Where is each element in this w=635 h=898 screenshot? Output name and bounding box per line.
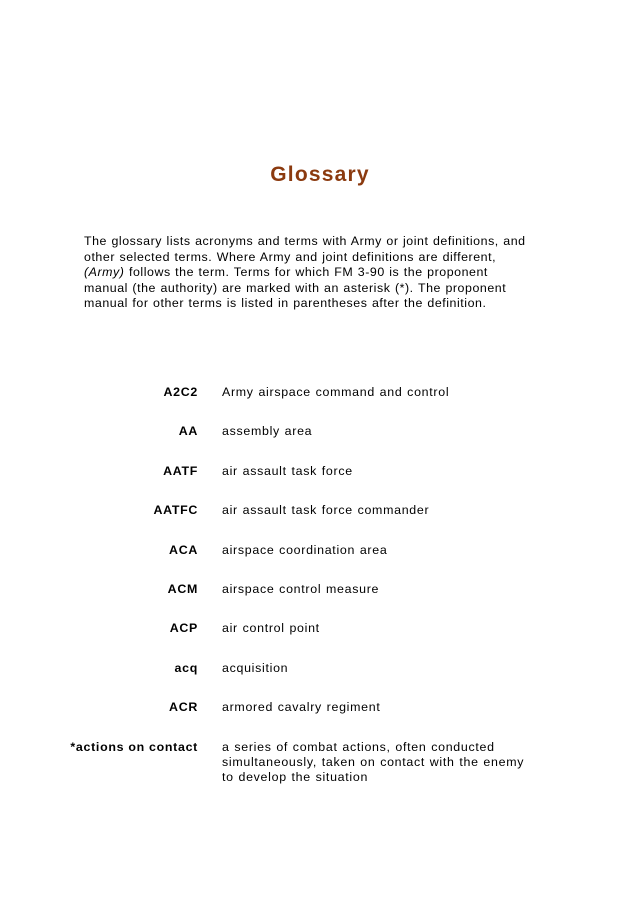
glossary-term: ACA — [169, 542, 198, 557]
intro-paragraph — [84, 234, 574, 312]
intro-line — [84, 265, 574, 281]
glossary-definition — [222, 543, 562, 558]
definition-line: airspace control measure — [222, 581, 380, 596]
glossary-entries — [0, 385, 635, 809]
glossary-definition — [222, 503, 562, 518]
glossary-definition — [222, 464, 562, 479]
intro-line: The glossary lists acronyms and terms with Army or joint definitions, and — [84, 234, 526, 248]
intro-line: manual (the authority) are marked with an asterisk (*). The proponent — [84, 280, 507, 295]
page-title: Glossary — [270, 163, 370, 186]
glossary-definition — [222, 661, 562, 676]
glossary-term: acq — [174, 660, 198, 675]
glossary-definition — [222, 740, 562, 786]
intro-line: other selected terms. Where Army and joint definitions are different, — [84, 249, 497, 264]
glossary-entry — [0, 700, 635, 715]
glossary-entry — [0, 464, 635, 479]
definition-line: airspace coordination area — [222, 542, 388, 557]
army-qualifier: (Army) — [84, 265, 125, 280]
definition-line: air assault task force commander — [222, 503, 430, 518]
glossary-definition — [222, 582, 562, 597]
definition-line: air control point — [222, 621, 320, 636]
glossary-term: AATF — [163, 463, 198, 478]
glossary-term: A2C2 — [163, 385, 198, 399]
glossary-term: AATFC — [153, 503, 198, 518]
glossary-definition — [222, 385, 562, 400]
glossary-entry — [0, 385, 635, 400]
glossary-entry — [0, 424, 635, 439]
definition-line: a series of combat actions, often conducted — [222, 739, 495, 754]
glossary-entry — [0, 621, 635, 636]
glossary-definition — [222, 424, 562, 439]
glossary-term: *actions on contact — [70, 739, 198, 754]
glossary-term: ACR — [169, 700, 198, 715]
glossary-entry — [0, 740, 635, 786]
definition-line: assembly area — [222, 424, 313, 439]
glossary-entry — [0, 503, 635, 518]
glossary-term: ACP — [169, 621, 198, 636]
definition-line: simultaneously, taken on contact with the enemy — [222, 754, 525, 769]
definition-line: acquisition — [222, 660, 289, 675]
glossary-definition — [222, 700, 562, 715]
definition-line: to develop the situation — [222, 769, 369, 784]
intro-line-rest: follows the term. Terms for which FM 3-90 is the proponent — [124, 265, 488, 280]
glossary-entry — [0, 543, 635, 558]
definition-line: Army airspace command and control — [222, 385, 450, 399]
glossary-term: ACM — [167, 581, 198, 596]
glossary-term: AA — [178, 424, 198, 439]
glossary-entry — [0, 582, 635, 597]
definition-line: armored cavalry regiment — [222, 700, 381, 715]
definition-line: air assault task force — [222, 463, 353, 478]
glossary-entry — [0, 661, 635, 676]
glossary-definition — [222, 621, 562, 636]
intro-line: manual for other terms is listed in parentheses after the definition. — [84, 296, 487, 311]
